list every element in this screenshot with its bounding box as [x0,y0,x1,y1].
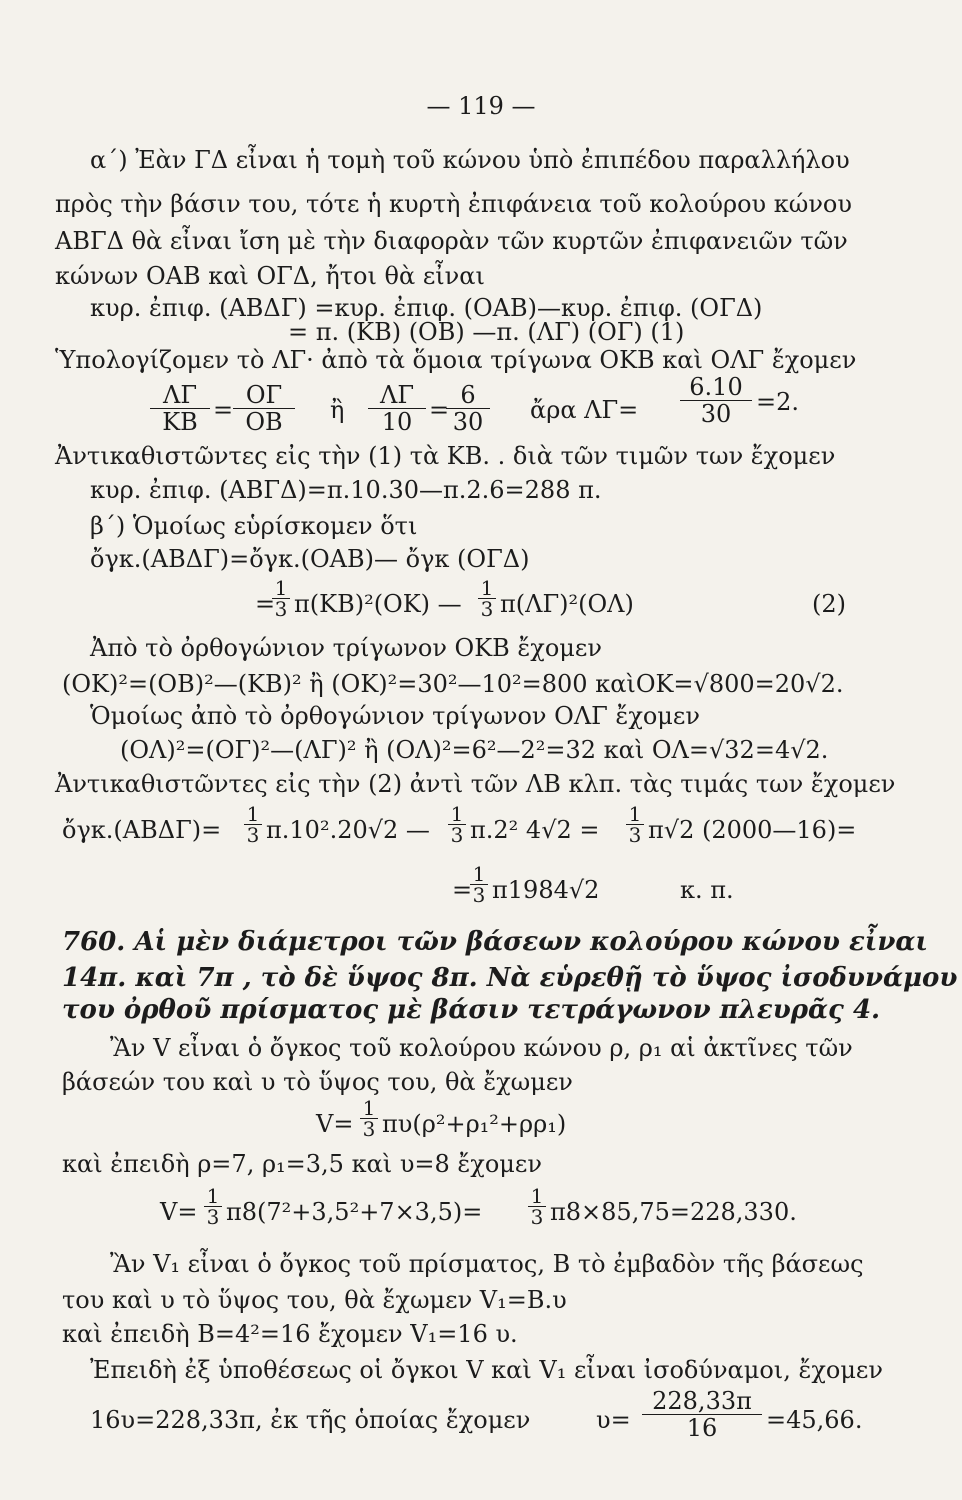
equation-text: π(ΚΒ)²(ΟΚ) — [294,590,462,618]
equation-number: (2) [812,590,846,618]
equation-text: 16υ=228,33π, ἐκ τῆς ὁποίας ἔχομεν [90,1406,531,1434]
equation-text: ὄγκ.(ΑΒΔΓ)= [62,816,222,844]
equation-text: =2. [756,388,800,416]
equation-line: (ΟΛ)²=(ΟΓ)²—(ΛΓ)² ἢ (ΟΛ)²=6²—2²=32 καὶ ΟΛ=√32=4√2. [120,736,829,764]
equation-text: π8(7²+3,5²+7×3,5)= [226,1198,483,1226]
problem-statement: του ὀρθοῦ πρίσματος μὲ βάσιν τετράγωνον πλευρᾶς 4. [62,995,881,1025]
equation-text: πυ(ρ²+ρ₁²+ρρ₁) [382,1110,567,1138]
fraction: $\frac{1}{3}$ [204,1186,222,1227]
fraction: $\frac{6.10}{30}$ [680,374,752,427]
fraction: $\frac{1}{3}$ [470,864,488,905]
equation-text: V= [160,1198,198,1226]
text-line: α΄) Ἐὰν ΓΔ εἶναι ἡ τομὴ τοῦ κώνου ὑπὸ ἐπιπέδου παραλλήλου [90,146,850,174]
text-line: καὶ ἐπειδὴ Β=4²=16 ἔχομεν V₁=16 υ. [62,1320,518,1348]
text-line: Ἀντικαθιστῶντες εἰς τὴν (1) τὰ ΚΒ. . διὰ τῶν τιμῶν των ἔχομεν [55,442,836,470]
text-line: Ὁμοίως ἀπὸ τὸ ὀρθογώνιον τρίγωνον ΟΛΓ ἔχομεν [90,702,700,730]
fraction: $\frac{1}{3}$ [478,578,496,619]
text-line: ΑΒΓΔ θὰ εἶναι ἴση μὲ τὴν διαφορὰν τῶν κυρτῶν ἐπιφανειῶν τῶν [55,227,848,255]
text-line: Ἂν V₁ εἶναι ὁ ὄγκος τοῦ πρίσματος, Β τὸ ἐμβαδὸν τῆς βάσεως [110,1250,864,1278]
math-symbol: = [255,590,276,618]
text-line: πρὸς τὴν βάσιν του, τότε ἡ κυρτὴ ἐπιφάνεια τοῦ κολούρου κώνου [55,190,852,218]
fraction: $\frac{\Lambda\Gamma}{KB}$ [150,382,210,435]
text-line: του καὶ υ τὸ ὕψος του, θὰ ἔχωμεν V₁=Β.υ [62,1286,567,1314]
unit-label: κ. π. [680,876,734,904]
equation-line: κυρ. ἐπιφ. (ΑΒΓΔ)=π.10.30—π.2.6=288 π. [90,476,602,504]
text-line: Ἀπὸ τὸ ὀρθογώνιον τρίγωνον ΟΚΒ ἔχομεν [90,634,602,662]
equation-text: π8×85,75=228,330. [550,1198,797,1226]
math-symbol: = [452,876,473,904]
math-symbol: = [429,396,450,424]
text-line: Ἐπειδὴ ἐξ ὑποθέσεως οἱ ὄγκοι V καὶ V₁ εἶναι ἰσοδύναμοι, ἔχομεν [90,1356,883,1384]
text-line: Ὑπολογίζομεν τὸ ΛΓ· ἀπὸ τὰ ὅμοια τρίγωνα ΟΚΒ καὶ ΟΛΓ ἔχομεν [55,346,857,374]
equation-text: =45,66. [766,1406,863,1434]
equation-text: π1984√2 [492,876,600,904]
fraction: $\frac{1}{3}$ [360,1098,378,1139]
text-word: ἢ [330,396,345,424]
equation-text: π.10².20√2 — [266,816,430,844]
fraction: $\frac{6}{30}$ [446,382,490,435]
fraction: $\frac{1}{3}$ [528,1186,546,1227]
equation-line: (ΟΚ)²=(ΟΒ)²—(ΚΒ)² ἢ (ΟΚ)²=30²—10²=800 καὶΟΚ=√800=20√2. [62,670,844,698]
fraction: $\frac{1}{3}$ [626,804,644,845]
equation-line: ὄγκ.(ΑΒΔΓ)=ὄγκ.(ΟΑΒ)— ὄγκ (ΟΓΔ) [90,545,530,573]
equation-text: π.2² 4√2 = [470,816,600,844]
text-line: βάσεών του καὶ υ τὸ ὕψος του, θὰ ἔχωμεν [62,1068,573,1096]
text-line: β΄) Ὁμοίως εὑρίσκομεν ὅτι [90,512,418,540]
problem-statement: 14π. καὶ 7π , τὸ δὲ ὕψος 8π. Νὰ εὑρεθῇ τὸ ὕψος ἰσοδυνάμου [62,963,958,993]
math-symbol: = [213,396,234,424]
page-number: — 119 — [426,92,536,120]
equation-text: π√2 (2000—16)= [648,816,857,844]
fraction: $\frac{O\Gamma}{OB}$ [233,382,295,435]
equation-text: υ= [596,1406,631,1434]
fraction: $\frac{\Lambda\Gamma}{10}$ [368,382,426,435]
problem-heading: 760. Αἱ μὲν διάμετροι τῶν βάσεων κολούρου κώνου εἶναι [62,927,928,957]
text-line: Ἀντικαθιστῶντες εἰς τὴν (2) ἀντὶ τῶν ΛΒ κλπ. τὰς τιμάς των ἔχομεν [55,770,896,798]
equation-text: π(ΛΓ)²(ΟΛ) [500,590,634,618]
equation-line: = π. (ΚΒ) (ΟΒ) —π. (ΛΓ) (ΟΓ) (1) [288,318,685,346]
text-line: κώνων ΟΑΒ καὶ ΟΓΔ, ἤτοι θὰ εἶναι [55,262,485,290]
text-line: καὶ ἐπειδὴ ρ=7, ρ₁=3,5 καὶ υ=8 ἔχομεν [62,1150,542,1178]
fraction: $\frac{1}{3}$ [448,804,466,845]
equation-line: κυρ. ἐπιφ. (ΑΒΔΓ) =κυρ. ἐπιφ. (ΟΑΒ)—κυρ. ἐπιφ. (ΟΓΔ) [90,294,763,322]
equation-text: V= [316,1110,354,1138]
text-line: Ἂν V εἶναι ὁ ὄγκος τοῦ κολούρου κώνου ρ, ρ₁ αἱ ἀκτῖνες τῶν [110,1034,853,1062]
fraction: $\frac{228,33\pi}{16}$ [642,1388,762,1441]
fraction: $\frac{1}{3}$ [272,578,290,619]
fraction: $\frac{1}{3}$ [244,804,262,845]
equation-text: ἄρα ΛΓ= [530,396,639,424]
